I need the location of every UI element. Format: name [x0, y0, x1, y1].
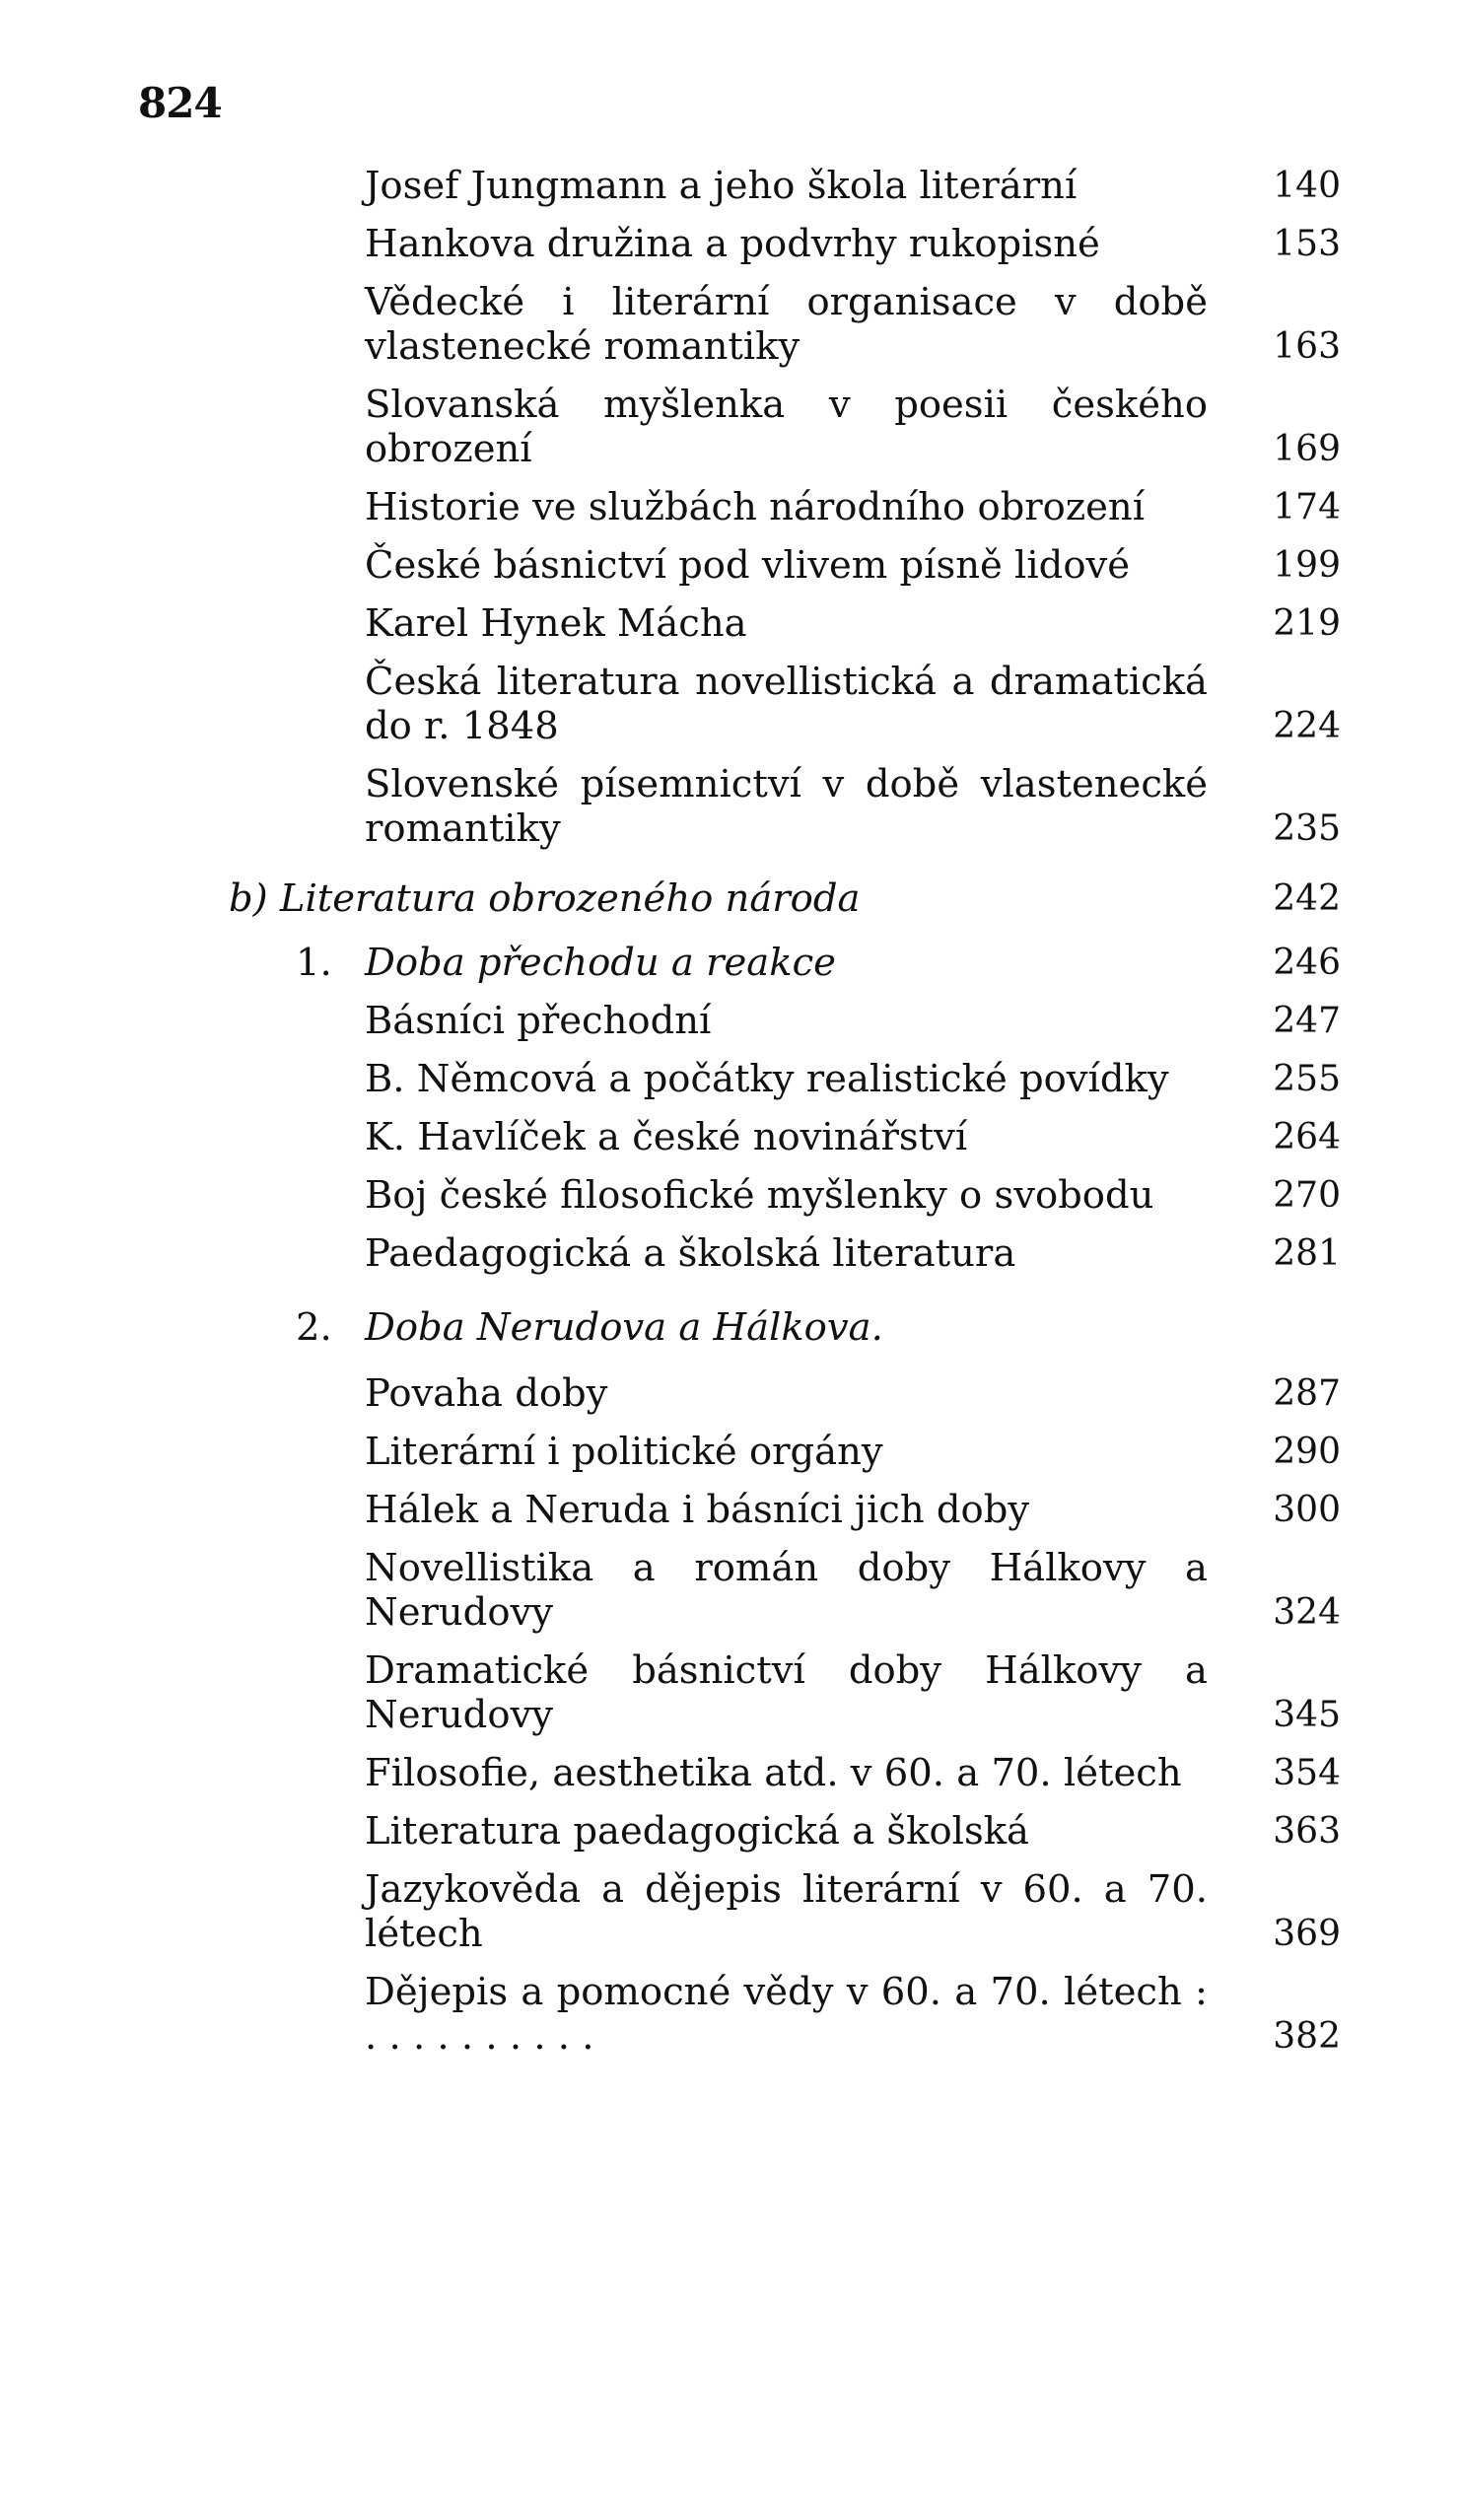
toc-entry-page: 169 [1273, 429, 1341, 469]
toc-entry-page: 287 [1273, 1373, 1341, 1414]
toc-entry-title: Slovenské písemnictví v době vlastenecké romantiky [365, 762, 1208, 851]
toc-entry-page: 153 [1273, 224, 1341, 264]
toc-entry-page: 224 [1273, 706, 1341, 746]
toc-entry [365, 1488, 1341, 1532]
toc-entry [365, 543, 1341, 588]
toc-entry-title: Povaha doby [365, 1371, 608, 1416]
toc-entry-title: B. Němcová a počátky realistické povídky [365, 1057, 1169, 1101]
toc-entry [365, 999, 1341, 1043]
toc-entry-title: Vědecké i literární organisace v době vlastenecké romantiky [365, 280, 1208, 369]
toc-entry-title: Slovanská myšlenka v poesii českého obrození [365, 383, 1208, 471]
toc-entry-title: Hálek a Neruda i básníci jich doby [365, 1488, 1030, 1532]
toc-entry-page: 140 [1273, 166, 1341, 206]
toc-entry [365, 1430, 1341, 1474]
page-number: 824 [138, 79, 222, 127]
toc-entry-page: 264 [1273, 1117, 1341, 1157]
toc-entry [365, 1648, 1341, 1737]
toc-entry-page: 247 [1273, 1001, 1341, 1041]
toc-entry-page: 255 [1273, 1059, 1341, 1099]
toc-entry-title: Historie ve službách národního obrození [365, 485, 1146, 529]
toc-entry-page: 354 [1273, 1753, 1341, 1793]
toc-entry-title: Filosofie, aesthetika atd. v 60. a 70. létech [365, 1751, 1182, 1795]
section-page: 246 [1273, 943, 1341, 983]
toc-entry-title: Básníci přechodní [365, 999, 712, 1043]
section-number: 1. [296, 941, 332, 985]
toc-entry-page: 281 [1273, 1233, 1341, 1274]
toc-entry-title: Česká literatura novellistická a dramatická do r. 1848 [365, 660, 1208, 748]
section-number: 2. [296, 1305, 332, 1350]
toc-entry-title: Josef Jungmann a jeho škola literární [365, 164, 1078, 208]
toc-entry [365, 601, 1341, 646]
toc-entry [365, 1970, 1341, 2059]
toc-entry-title: Literární i politické orgány [365, 1430, 883, 1474]
section-heading-2 [296, 1305, 1341, 1350]
toc-entry-page: 300 [1273, 1490, 1341, 1530]
toc-entry [365, 485, 1341, 529]
section-page: 242 [1273, 878, 1341, 919]
toc-entry-title: Dějepis a pomocné vědy v 60. a 70. létech : . . . . . . . . . . [365, 1970, 1208, 2059]
toc-entry [365, 1057, 1341, 1101]
section-heading-b [229, 876, 1341, 921]
toc-entry-page: 324 [1273, 1592, 1341, 1633]
toc-entry [365, 280, 1341, 369]
toc-entry-page: 369 [1273, 1914, 1341, 1954]
toc-entry-title: Novellistika a román doby Hálkovy a Nerudovy [365, 1546, 1208, 1635]
section-heading-1 [296, 941, 1341, 985]
toc-entry [365, 383, 1341, 471]
toc-entry-page: 199 [1273, 545, 1341, 586]
toc-entry-title: Boj české filosofické myšlenky o svobodu [365, 1173, 1154, 1218]
toc-entry [365, 1115, 1341, 1159]
toc-entry [365, 1546, 1341, 1635]
toc-entry-page: 290 [1273, 1432, 1341, 1472]
toc-entry-title: Jazykověda a dějepis literární v 60. a 70. létech [365, 1867, 1208, 1956]
toc-entry [365, 762, 1341, 851]
toc-entry-title: Literatura paedagogická a školská [365, 1809, 1030, 1854]
toc-entry-page: 235 [1273, 808, 1341, 849]
toc-entry [365, 1371, 1341, 1416]
toc-entry-page: 219 [1273, 603, 1341, 644]
toc-entry [365, 164, 1341, 208]
toc-entry-page: 174 [1273, 487, 1341, 527]
section-title: Doba Nerudova a Hálkova. [365, 1305, 883, 1350]
section-title: Doba přechodu a reakce [365, 941, 836, 985]
toc-entry-title: K. Havlíček a české novinářství [365, 1115, 968, 1159]
table-of-contents [0, 164, 1461, 2072]
toc-entry-page: 382 [1273, 2016, 1341, 2057]
toc-entry [365, 222, 1341, 266]
toc-entry-page: 345 [1273, 1695, 1341, 1735]
toc-entry-title: České básnictví pod vlivem písně lidové [365, 543, 1131, 588]
toc-entry [365, 1867, 1341, 1956]
toc-entry [365, 1173, 1341, 1218]
toc-entry-page: 363 [1273, 1811, 1341, 1852]
toc-entry [365, 1809, 1341, 1854]
toc-entry-title: Paedagogická a školská literatura [365, 1231, 1016, 1276]
toc-entry [365, 1231, 1341, 1276]
toc-entry-page: 163 [1273, 326, 1341, 367]
section-title: b) Literatura obrozeného národa [229, 876, 861, 921]
toc-entry [365, 1751, 1341, 1795]
toc-entry [365, 660, 1341, 748]
toc-entry-title: Dramatické básnictví doby Hálkovy a Nerudovy [365, 1648, 1208, 1737]
toc-entry-title: Hankova družina a podvrhy rukopisné [365, 222, 1100, 266]
toc-entry-title: Karel Hynek Mácha [365, 601, 747, 646]
toc-entry-page: 270 [1273, 1175, 1341, 1216]
